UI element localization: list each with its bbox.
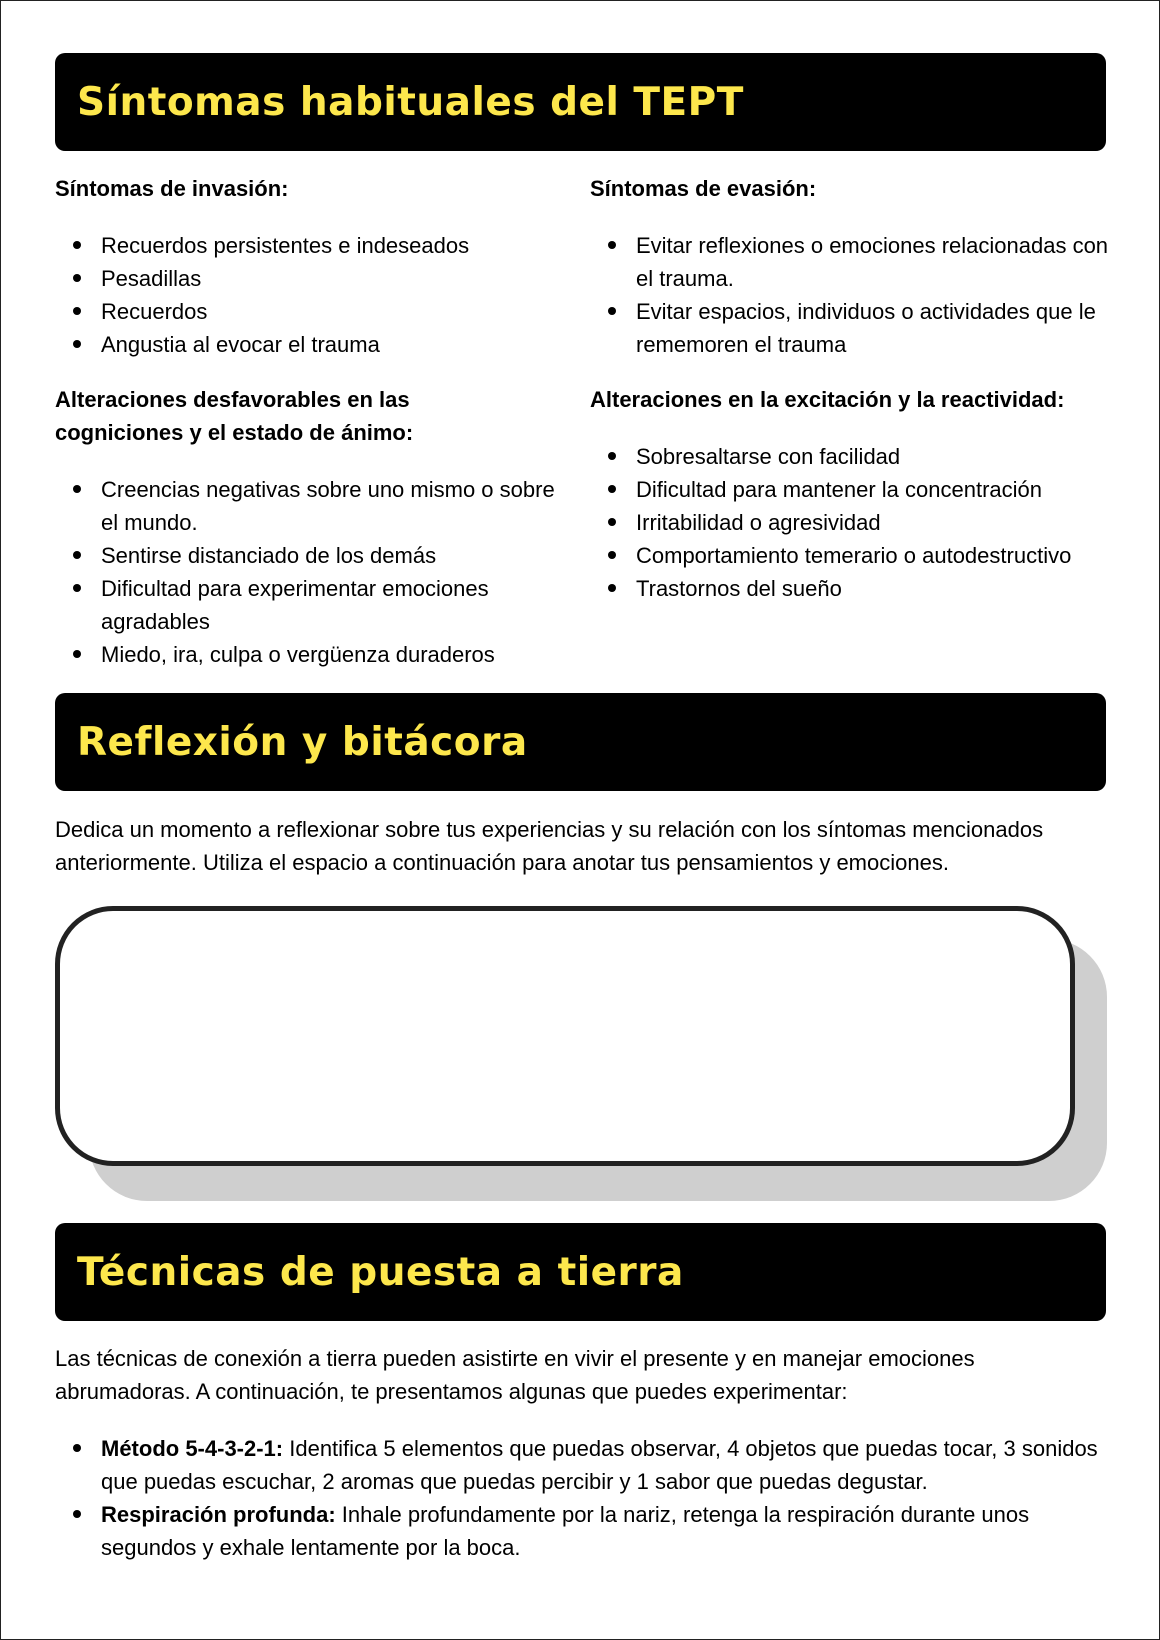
list-item: Recuerdos	[55, 295, 565, 328]
grounding-banner	[55, 1223, 1106, 1321]
list-item: Evitar reflexiones o emociones relacionadas con el trauma.	[590, 229, 1110, 295]
list-item	[55, 1432, 1115, 1498]
list-item: Dificultad para experimentar emociones agradables	[55, 572, 555, 638]
list-item: Sentirse distanciado de los demás	[55, 539, 555, 572]
intrusion-heading: Síntomas de invasión:	[55, 176, 289, 201]
list-item: Pesadillas	[55, 262, 565, 295]
intrusion-list	[55, 229, 565, 361]
reflection-notes-box[interactable]	[55, 906, 1075, 1166]
symptoms-banner	[55, 53, 1106, 151]
technique-term: Método 5-4-3-2-1:	[101, 1436, 284, 1461]
grounding-title: Técnicas de puesta a tierra	[77, 1249, 684, 1295]
list-item: Dificultad para mantener la concentración	[590, 473, 1110, 506]
symptoms-left-column	[55, 172, 565, 671]
list-item: Evitar espacios, individuos o actividades que le rememoren el trauma	[590, 295, 1110, 361]
symptoms-title: Síntomas habituales del TEPT	[77, 79, 744, 125]
reflection-banner	[55, 693, 1106, 791]
list-item: Recuerdos persistentes e indeseados	[55, 229, 565, 262]
list-item: Irritabilidad o agresividad	[590, 506, 1110, 539]
avoidance-list	[590, 229, 1110, 361]
list-item: Creencias negativas sobre uno mismo o sobre el mundo.	[55, 473, 555, 539]
technique-description: Inhale profundamente por la nariz, retenga la respiración durante unos segundos y exhale lentamente por la boca.	[101, 1502, 1030, 1560]
grounding-paragraph: Las técnicas de conexión a tierra pueden asistirte en vivir el presente y en manejar emociones abrumadoras. A continuación, te presentamos algunas que puedes experimentar:	[55, 1346, 975, 1404]
arousal-heading: Alteraciones en la excitación y la reactividad:	[590, 387, 1065, 412]
technique-description: Identifica 5 elementos que puedas observar, 4 objetos que puedas tocar, 3 sonidos que puedas escuchar, 2 aromas que puedas percibir y 1 sabor que puedas degustar.	[101, 1436, 1098, 1494]
grounding-list	[55, 1432, 1115, 1564]
list-item: Miedo, ira, culpa o vergüenza duraderos	[55, 638, 555, 671]
list-item: Angustia al evocar el trauma	[55, 328, 565, 361]
symptoms-right-column	[590, 172, 1110, 605]
cognition-list	[55, 473, 555, 671]
avoidance-heading: Síntomas de evasión:	[590, 176, 817, 201]
reflection-title: Reflexión y bitácora	[77, 719, 528, 765]
list-item	[55, 1498, 1115, 1564]
reflection-paragraph: Dedica un momento a reflexionar sobre tus experiencias y su relación con los síntomas mencionados anteriormente. Utiliza el espacio a continuación para anotar tus pensamientos y emociones.	[55, 817, 1044, 875]
cognition-heading: Alteraciones desfavorables en las cogniciones y el estado de ánimo:	[55, 387, 414, 445]
list-item: Comportamiento temerario o autodestructivo	[590, 539, 1110, 572]
arousal-list	[590, 440, 1110, 605]
list-item: Trastornos del sueño	[590, 572, 1110, 605]
technique-term: Respiración profunda:	[101, 1502, 336, 1527]
list-item: Sobresaltarse con facilidad	[590, 440, 1110, 473]
